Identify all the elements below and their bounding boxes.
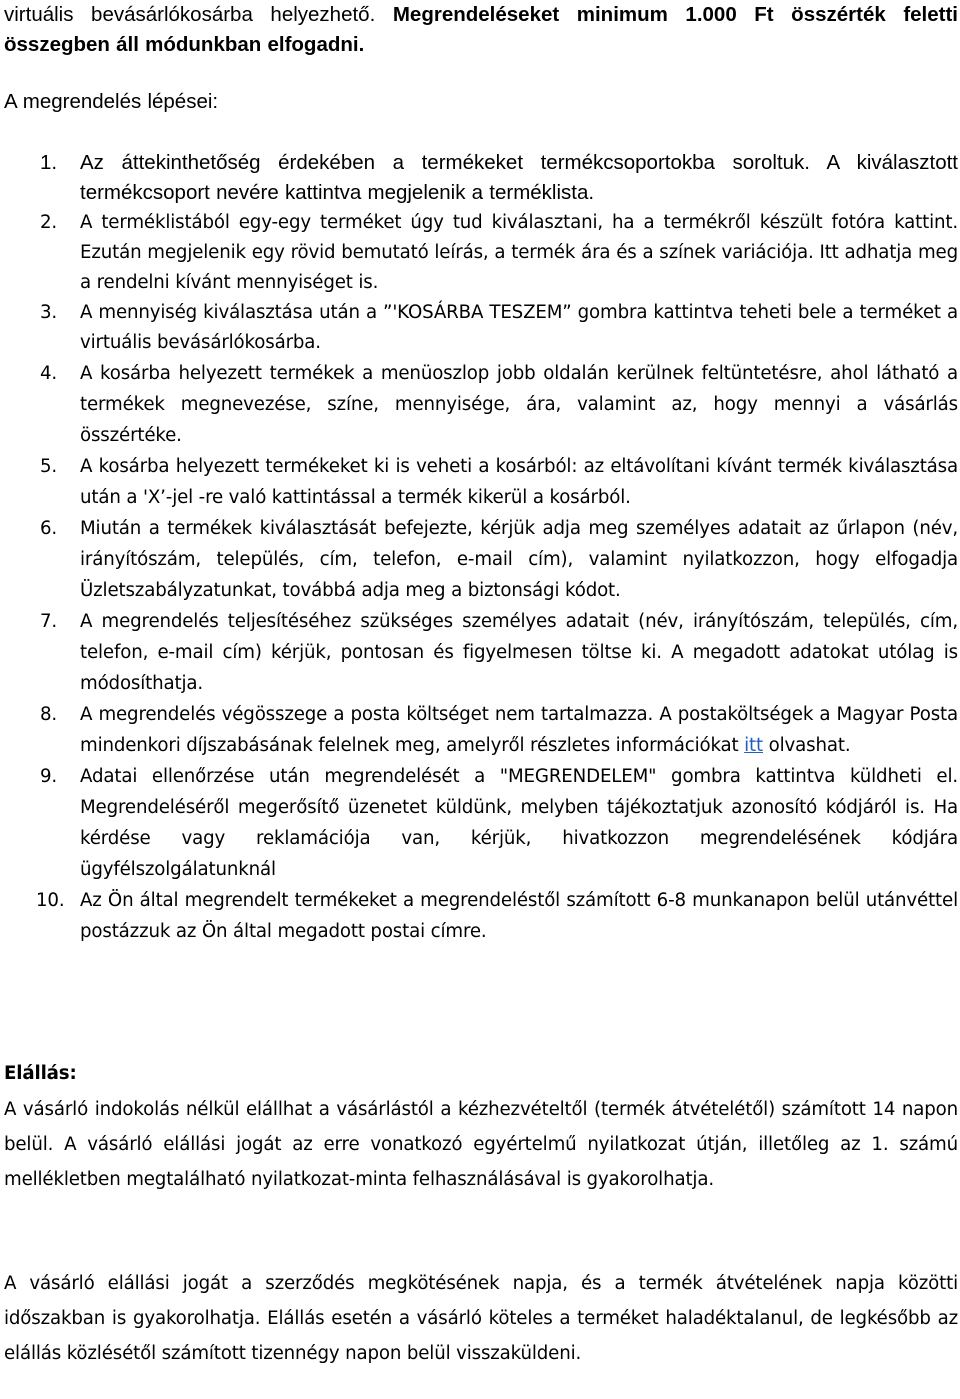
step-text: A kosárba helyezett termékek a menüoszlop jobb oldalán kerülnek feltüntetésre, ahol látható a termékek megnevezése, színe, mennyisége, ára, valamint az, hogy mennyi a vásárlás összértéke. [80,363,958,446]
step-number: 6. [40,518,58,539]
list-item [4,761,958,885]
withdrawal-paragraph: A vásárló indokolás nélkül elállhat a vásárlástól a kézhezvételtől (termék átvételétől) számított 14 napon belül. A vásárló elállási jogát az erre vonatkozó egyértelmű nyilatkozat útján, illetőleg az 1. számú mellékletben megtalálható nyilatkozat-minta felhasználásával is gyakorolhatja. [4,1099,958,1190]
step-text: A kosárba helyezett termékeket ki is veheti a kosárból: az eltávolítani kívánt termék kiválasztása után a 'X’-jel -re való kattintással a termék kikerül a kosárból. [80,456,958,508]
step-number: 3. [40,302,58,323]
intro-paragraph [4,0,958,60]
list-item [4,699,958,761]
list-item [4,298,958,358]
list-item [4,513,958,606]
step-number: 7. [40,611,58,632]
step-number: 4. [40,363,58,384]
withdrawal-paragraph: A vásárló elállási jogát a szerződés megkötésének napja, és a termék átvételének napja közötti időszakban is gyakorolhatja. Elállás esetén a vásárló köteles a terméket haladéktalanul, de legkésőbb az elállás közlésétől számított tizennégy napon belül visszaküldeni. [4,1273,958,1364]
step-number: 8. [40,704,58,725]
step-text: A megrendelés teljesítéséhez szükséges személyes adatait (név, irányítószám, település, cím, telefon, e-mail cím) kérjük, pontosan és figyelmesen töltse ki. A megadott adatokat utólag is módosíthatja. [80,611,958,694]
step-number: 5. [40,456,58,477]
step-text: Miután a termékek kiválasztását befejezte, kérjük adja meg személyes adatait az űrlapon (név, irányítószám, település, cím, telefon, e-mail cím), valamint nyilatkozzon, hogy elfogadja Üzletszabályzatunkat, továbbá adja meg a biztonsági kódot. [80,518,958,601]
step-text: Az Ön által megrendelt termékeket a megrendeléstől számított 6-8 munkanapon belül utánvéttel postázzuk az Ön által megadott postai címre. [80,890,958,942]
step-text: Az áttekinthetőség érdekében a termékeket termékcsoportokba soroltuk. A kiválasztott termékcsoport nevére kattintva megjelenik a terméklista. [80,151,958,204]
list-item [4,208,958,298]
postage-info-link[interactable]: itt [744,735,764,756]
step-number: 10. [36,890,65,911]
step-number: 9. [40,766,58,787]
step-text: A mennyiség kiválasztása után a ”'KOSÁRBA TESZEM” gombra kattintva teheti bele a terméket a virtuális bevásárlókosárba. [80,302,958,353]
step-number: 1. [40,151,58,174]
intro-minimum-order-text: Megrendeléseket minimum 1.000 Ft összérték feletti összegben áll módunkban elfogadni. [4,3,958,56]
step-text: olvashat. [768,735,851,756]
list-item [4,148,958,208]
step-text: Adatai ellenőrzése után megrendelését a "MEGRENDELEM" gombra kattintva küldheti el. Megrendeléséről megerősítő üzenetet küldünk, melyben tájékoztatjuk azonosító kódjáról is. Ha kérdése vagy reklamációja van, kérjük, hivatkozzon megrendelésének kódjára ügyfélszolgálatunknál [80,766,958,880]
step-text: A megrendelés végösszege a posta költséget nem tartalmazza. A postaköltségek a Magyar Posta mindenkori díjszabásának felelnek meg, amelyről részletes információkat [80,704,958,756]
steps-heading: A megrendelés lépései: [4,90,219,113]
order-steps-list [4,148,958,947]
list-item [4,358,958,451]
intro-text: virtuális bevásárlókosárba helyezhető. [4,3,376,26]
withdrawal-heading: Elállás: [4,1063,77,1084]
step-number: 2. [40,212,58,233]
list-item [4,606,958,699]
step-text: A terméklistából egy-egy terméket úgy tud kiválasztani, ha a termékről készült fotóra kattint. Ezután megjelenik egy rövid bemutató leírás, a termék ára és a színek variációja. Itt adhatja meg a rendelni kívánt mennyiséget is. [80,212,958,293]
list-item [4,885,958,947]
list-item [4,451,958,513]
